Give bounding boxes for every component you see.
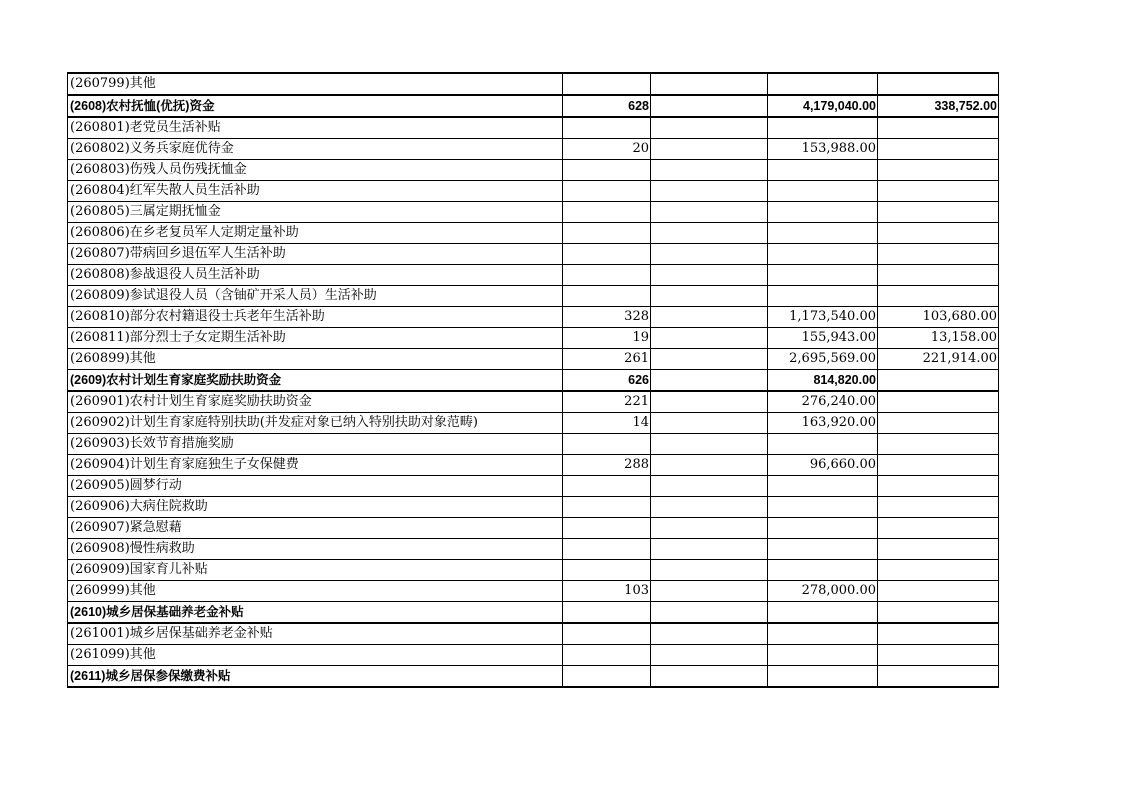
amount-cell[interactable]: 1,173,540.00 xyxy=(768,307,878,328)
count-cell[interactable] xyxy=(563,497,651,518)
count-cell[interactable] xyxy=(563,645,651,666)
data-table xyxy=(67,72,999,688)
item-name-cell[interactable]: (260904)计划生育家庭独生子女保健费 xyxy=(68,455,563,476)
secondary-amount-cell[interactable]: 13,158.00 xyxy=(878,328,999,349)
count-cell[interactable] xyxy=(563,265,651,286)
item-name-cell[interactable]: (260907)紧急慰藉 xyxy=(68,518,563,539)
count-cell[interactable]: 103 xyxy=(563,581,651,602)
blank-cell[interactable] xyxy=(651,476,768,497)
secondary-amount-cell[interactable] xyxy=(878,434,999,455)
amount-cell[interactable] xyxy=(768,73,878,95)
count-cell[interactable]: 221 xyxy=(563,391,651,413)
table-row xyxy=(68,560,999,581)
table-row xyxy=(68,434,999,455)
secondary-amount-cell[interactable] xyxy=(878,623,999,645)
item-name-cell[interactable]: (260905)圆梦行动 xyxy=(68,476,563,497)
item-name-cell[interactable]: (260806)在乡老复员军人定期定量补助 xyxy=(68,223,563,244)
count-cell[interactable] xyxy=(563,160,651,181)
table-row xyxy=(68,518,999,539)
secondary-amount-cell[interactable]: 221,914.00 xyxy=(878,349,999,370)
item-name-cell[interactable]: (260799)其他 xyxy=(68,73,563,95)
table-row-category xyxy=(68,666,999,688)
amount-cell[interactable] xyxy=(768,160,878,181)
secondary-amount-cell[interactable] xyxy=(878,666,999,688)
secondary-amount-cell[interactable] xyxy=(878,476,999,497)
item-name-cell[interactable]: (260802)义务兵家庭优待金 xyxy=(68,139,563,160)
item-name-cell[interactable]: (260999)其他 xyxy=(68,581,563,602)
count-cell[interactable]: 288 xyxy=(563,455,651,476)
blank-cell[interactable] xyxy=(651,307,768,328)
secondary-amount-cell[interactable] xyxy=(878,117,999,139)
table-row xyxy=(68,645,999,666)
table-row xyxy=(68,160,999,181)
blank-cell[interactable] xyxy=(651,623,768,645)
count-cell[interactable] xyxy=(563,202,651,223)
secondary-amount-cell[interactable] xyxy=(878,645,999,666)
blank-cell[interactable] xyxy=(651,244,768,265)
blank-cell[interactable] xyxy=(651,117,768,139)
blank-cell[interactable] xyxy=(651,666,768,688)
count-cell[interactable] xyxy=(563,117,651,139)
count-cell[interactable]: 328 xyxy=(563,307,651,328)
table-row xyxy=(68,476,999,497)
item-name-cell[interactable]: (260901)农村计划生育家庭奖励扶助资金 xyxy=(68,391,563,413)
table-row xyxy=(68,349,999,370)
table-row xyxy=(68,139,999,160)
blank-cell[interactable] xyxy=(651,560,768,581)
amount-cell[interactable]: 278,000.00 xyxy=(768,581,878,602)
secondary-amount-cell[interactable] xyxy=(878,413,999,434)
table-row xyxy=(68,307,999,328)
secondary-amount-cell[interactable] xyxy=(878,202,999,223)
blank-cell[interactable] xyxy=(651,581,768,602)
item-name-cell[interactable]: (2611)城乡居保参保缴费补贴 xyxy=(68,666,563,688)
secondary-amount-cell[interactable]: 338,752.00 xyxy=(878,95,999,117)
count-cell[interactable] xyxy=(563,434,651,455)
blank-cell[interactable] xyxy=(651,95,768,117)
count-cell[interactable] xyxy=(563,286,651,307)
item-name-cell[interactable]: (260805)三属定期抚恤金 xyxy=(68,202,563,223)
amount-cell[interactable]: 2,695,569.00 xyxy=(768,349,878,370)
table-row xyxy=(68,181,999,202)
amount-cell[interactable] xyxy=(768,223,878,244)
table-row xyxy=(68,328,999,349)
count-cell[interactable]: 626 xyxy=(563,370,651,392)
secondary-amount-cell[interactable] xyxy=(878,581,999,602)
table-row xyxy=(68,117,999,139)
amount-cell[interactable]: 153,988.00 xyxy=(768,139,878,160)
secondary-amount-cell[interactable] xyxy=(878,160,999,181)
amount-cell[interactable] xyxy=(768,286,878,307)
amount-cell[interactable]: 814,820.00 xyxy=(768,370,878,392)
amount-cell[interactable]: 4,179,040.00 xyxy=(768,95,878,117)
amount-cell[interactable] xyxy=(768,497,878,518)
item-name-cell[interactable]: (260811)部分烈士子女定期生活补助 xyxy=(68,328,563,349)
amount-cell[interactable] xyxy=(768,602,878,624)
count-cell[interactable] xyxy=(563,518,651,539)
amount-cell[interactable] xyxy=(768,244,878,265)
blank-cell[interactable] xyxy=(651,413,768,434)
amount-cell[interactable]: 276,240.00 xyxy=(768,391,878,413)
blank-cell[interactable] xyxy=(651,265,768,286)
secondary-amount-cell[interactable] xyxy=(878,455,999,476)
blank-cell[interactable] xyxy=(651,539,768,560)
item-name-cell[interactable]: (260906)大病住院救助 xyxy=(68,497,563,518)
item-name-cell[interactable]: (261001)城乡居保基础养老金补贴 xyxy=(68,623,563,645)
count-cell[interactable]: 628 xyxy=(563,95,651,117)
blank-cell[interactable] xyxy=(651,370,768,392)
table-row xyxy=(68,455,999,476)
secondary-amount-cell[interactable] xyxy=(878,391,999,413)
table-row xyxy=(68,286,999,307)
secondary-amount-cell[interactable] xyxy=(878,265,999,286)
item-name-cell[interactable]: (260908)慢性病救助 xyxy=(68,539,563,560)
table-row xyxy=(68,413,999,434)
secondary-amount-cell[interactable] xyxy=(878,223,999,244)
amount-cell[interactable] xyxy=(768,476,878,497)
amount-cell[interactable] xyxy=(768,560,878,581)
secondary-amount-cell[interactable] xyxy=(878,139,999,160)
item-name-cell[interactable]: (2610)城乡居保基础养老金补贴 xyxy=(68,602,563,624)
table-row xyxy=(68,497,999,518)
secondary-amount-cell[interactable] xyxy=(878,560,999,581)
amount-cell[interactable] xyxy=(768,181,878,202)
table-row xyxy=(68,73,999,95)
item-name-cell[interactable]: (260902)计划生育家庭特别扶助(并发症对象已纳入特别扶助对象范畴) xyxy=(68,413,563,434)
blank-cell[interactable] xyxy=(651,223,768,244)
amount-cell[interactable] xyxy=(768,539,878,560)
secondary-amount-cell[interactable] xyxy=(878,286,999,307)
count-cell[interactable]: 261 xyxy=(563,349,651,370)
count-cell[interactable] xyxy=(563,244,651,265)
blank-cell[interactable] xyxy=(651,497,768,518)
blank-cell[interactable] xyxy=(651,645,768,666)
amount-cell[interactable]: 96,660.00 xyxy=(768,455,878,476)
table-row-category xyxy=(68,370,999,392)
secondary-amount-cell[interactable] xyxy=(878,497,999,518)
table-body xyxy=(68,73,999,687)
count-cell[interactable] xyxy=(563,476,651,497)
count-cell[interactable] xyxy=(563,223,651,244)
amount-cell[interactable]: 163,920.00 xyxy=(768,413,878,434)
item-name-cell[interactable]: (260809)参试退役人员（含铀矿开采人员）生活补助 xyxy=(68,286,563,307)
item-name-cell[interactable]: (260803)伤残人员伤残抚恤金 xyxy=(68,160,563,181)
amount-cell[interactable] xyxy=(768,202,878,223)
count-cell[interactable] xyxy=(563,666,651,688)
table-row xyxy=(68,581,999,602)
count-cell[interactable] xyxy=(563,539,651,560)
item-name-cell[interactable]: (260801)老党员生活补贴 xyxy=(68,117,563,139)
blank-cell[interactable] xyxy=(651,434,768,455)
table-row xyxy=(68,244,999,265)
blank-cell[interactable] xyxy=(651,73,768,95)
blank-cell[interactable] xyxy=(651,286,768,307)
count-cell[interactable]: 14 xyxy=(563,413,651,434)
secondary-amount-cell[interactable] xyxy=(878,73,999,95)
item-name-cell[interactable]: (260808)参战退役人员生活补助 xyxy=(68,265,563,286)
count-cell[interactable]: 20 xyxy=(563,139,651,160)
amount-cell[interactable] xyxy=(768,666,878,688)
secondary-amount-cell[interactable] xyxy=(878,518,999,539)
amount-cell[interactable] xyxy=(768,265,878,286)
secondary-amount-cell[interactable] xyxy=(878,244,999,265)
blank-cell[interactable] xyxy=(651,139,768,160)
blank-cell[interactable] xyxy=(651,455,768,476)
table-row xyxy=(68,265,999,286)
table-row xyxy=(68,223,999,244)
count-cell[interactable]: 19 xyxy=(563,328,651,349)
item-name-cell[interactable]: (261099)其他 xyxy=(68,645,563,666)
item-name-cell[interactable]: (260804)红军失散人员生活补助 xyxy=(68,181,563,202)
count-cell[interactable] xyxy=(563,73,651,95)
secondary-amount-cell[interactable] xyxy=(878,539,999,560)
item-name-cell[interactable]: (260909)国家育儿补贴 xyxy=(68,560,563,581)
blank-cell[interactable] xyxy=(651,181,768,202)
blank-cell[interactable] xyxy=(651,518,768,539)
secondary-amount-cell[interactable] xyxy=(878,602,999,624)
secondary-amount-cell[interactable] xyxy=(878,181,999,202)
item-name-cell[interactable]: (260810)部分农村籍退役士兵老年生活补助 xyxy=(68,307,563,328)
amount-cell[interactable] xyxy=(768,117,878,139)
secondary-amount-cell[interactable]: 103,680.00 xyxy=(878,307,999,328)
blank-cell[interactable] xyxy=(651,328,768,349)
count-cell[interactable] xyxy=(563,623,651,645)
table-row xyxy=(68,202,999,223)
item-name-cell[interactable]: (260807)带病回乡退伍军人生活补助 xyxy=(68,244,563,265)
count-cell[interactable] xyxy=(563,560,651,581)
table-row xyxy=(68,539,999,560)
item-name-cell[interactable]: (260903)长效节育措施奖励 xyxy=(68,434,563,455)
table-row xyxy=(68,391,999,413)
count-cell[interactable] xyxy=(563,602,651,624)
count-cell[interactable] xyxy=(563,181,651,202)
secondary-amount-cell[interactable] xyxy=(878,370,999,392)
table-row xyxy=(68,623,999,645)
blank-cell[interactable] xyxy=(651,202,768,223)
table-row-category xyxy=(68,95,999,117)
amount-cell[interactable] xyxy=(768,623,878,645)
amount-cell[interactable] xyxy=(768,434,878,455)
item-name-cell[interactable]: (2608)农村抚恤(优抚)资金 xyxy=(68,95,563,117)
blank-cell[interactable] xyxy=(651,602,768,624)
amount-cell[interactable] xyxy=(768,518,878,539)
table-row-category xyxy=(68,602,999,624)
item-name-cell[interactable]: (260899)其他 xyxy=(68,349,563,370)
blank-cell[interactable] xyxy=(651,349,768,370)
item-name-cell[interactable]: (2609)农村计划生育家庭奖励扶助资金 xyxy=(68,370,563,392)
blank-cell[interactable] xyxy=(651,391,768,413)
amount-cell[interactable] xyxy=(768,645,878,666)
amount-cell[interactable]: 155,943.00 xyxy=(768,328,878,349)
blank-cell[interactable] xyxy=(651,160,768,181)
